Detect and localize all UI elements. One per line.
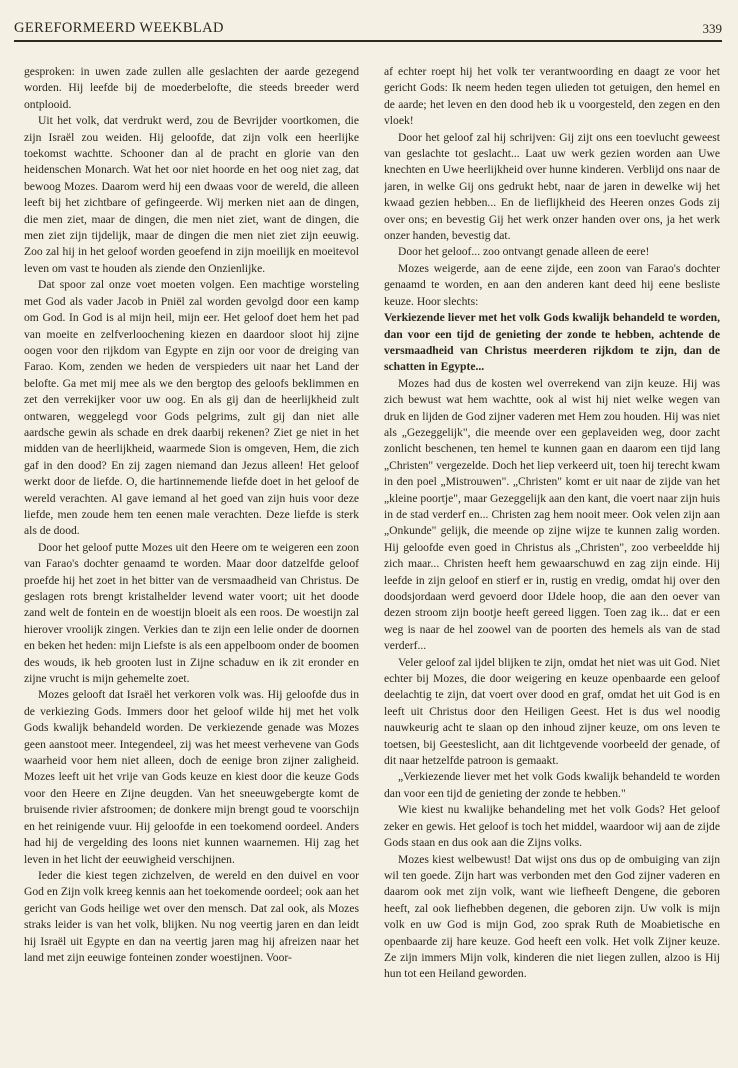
paragraph: Ieder die kiest tegen zichzelven, de wereld en den duivel en voor God en Zijn volk kreeg kennis aan het toekomende oordeel; ook aan het gericht van Gods heilige wet over den mensch. Dat zal ook, als Mozes straks leider is van het volk, blijken. Nu nog veertig jaren en dan leidt hij Israël uit Egypte en dan na veertig jaren mag hij afreizen naar het land met zijn eeuwige fonteinen zonder woestijnen. Voor-	[24, 868, 359, 964]
page-header	[14, 18, 722, 42]
paragraph: Mozes had dus de kosten wel overrekend van zijn keuze. Hij was zich bewust wat hem wachtte, ook al wist hij niet welke wegen van druk en lijden de God zijner vaderen met Hem zou houden. Hij was niet als „Gezeggelijk", die meende over een geplaveiden weg, door zacht zonlicht beschenen, ten hemel te kunnen gaan en daarom een tijd lang „Christen" vergezelde. Doch het liep verkeerd uit, toen hij terecht kwam in den poel „Mistrouwen". „Christen" komt er uit naar de zijde van het „kleine poortje", maar Gezeggelijk aan den kant, die voert naar zijn huis in de stad verderf en... Christen zag hem nooit meer. Ook velen zijn aan „Onkunde" gelijk, die meende op zijne wijze te kunnen zalig worden. Hij geloofde even goed in Christus als „Christen", zoo verbeeldde hij zich maar... Christen heeft hem gewaarschuwd en zag zijn einde. Hij leefde in zijn geloof en stierf er in, rustig en vredig, omdat hij over den doodsjordaan werd gevoerd door IJdele hoop, die aan den oever van dezen stroom zijn bootje heeft gereed liggen. Toen zag ik... dat er een weg is naar de hel zoowel van de poorten des hemels als van de stad verderf...	[384, 376, 720, 653]
paragraph: „Verkiezende liever met het volk Gods kwalijk behandeld te worden dan voor een tijd de genieting der zonde te hebben."	[384, 770, 720, 800]
publication-title: GEREFORMEERD WEEKBLAD	[14, 20, 224, 36]
right-column	[384, 64, 720, 1054]
paragraph: gesproken: in uwen zade zullen alle geslachten der aarde gezegend worden. Hij leefde bij de moederbelofte, die steeds breeder werd ontplooid.	[24, 65, 359, 111]
page-number: 339	[702, 21, 722, 36]
paragraph: Door het geloof putte Mozes uit den Heere om te weigeren een zoon van Farao's dochter genaamd te worden. Maar door datzelfde geloof proefde hij het zoet in het bitter van de versmaadheid van Christus. De geslagen rots brengt kristalhelder levend water voort; uit het doode zand welt de fontein en de woestijn bloeit als een roos. De woestijn zal hierover vroolijk zingen. Verkies dan te zijn een lelie onder de doornen en beken het heden: mijn Liefste is als een appelboom onder de boomen des wouds, ik heb grooten lust in Zijne schaduw en ik zit eronder en zijne vrucht is mijn gehemelte zoet.	[24, 540, 359, 686]
paragraph: Uit het volk, dat verdrukt werd, zou de Bevrijder voortkomen, die zijn Israël zou weiden. Hij geloofde, dat zijn volk een heerlijke toekomst wachtte. Schooner dan al de pracht en glorie van den heidenschen Monarch. Wat het oor niet hoorde en het oog niet zag, dat bewoog Mozes. Daarom werd hij een dwaas voor de wereld, die alleen leeft bij het zichtbare of gefingeerde. Wij merken niet aan de dingen, die men ziet, maar de dingen, die men niet ziet, want de dingen, die men ziet zijn tijdelijk, maar de dingen die men niet ziet zijn eeuwig. Zoo zal hij in het geloof worden geoefend in zijn moeilijk en moeitevol leven om vast te houden als ziende den Onzienlijke.	[24, 114, 359, 275]
paragraph: af echter roept hij het volk ter verantwoording en daagt ze voor het gericht Gods: Ik neem heden tegen ulieden tot getuigen, den hemel en de aarde; het leven en den dood heb ik u voorgesteld, den zegen en den vloek!	[384, 65, 720, 128]
paragraph: Door het geloof... zoo ontvangt genade alleen de eere!	[398, 245, 650, 259]
paragraph: Wie kiest nu kwalijke behandeling met het volk Gods? Het geloof zeker en gewis. Het geloof is toch het middel, waardoor wij aan de zijde Gods staan en dus ook aan die Zijns volks.	[384, 803, 720, 850]
paragraph: Mozes kiest welbewust! Dat wijst ons dus op de ombuiging van zijn wil ten goede. Zijn hart was verbonden met den God zijner vaderen en daarom ook met zijn volk, want wie liefheeft Dengene, die geboren heeft, zal ook liefhebben degenen, die geboren zijn. Uw volk is mijn volk en uw God is mijn God, zoo sprak Ruth de Moabietische en openbaarde zij hare keuze. God heeft een volk. Het volk Zijner keuze. Ze zijn immers Mijn volk, kinderen die niet liegen zullen, alzoo is Hij hun tot een Heiland geworden.	[384, 852, 720, 981]
paragraph: Veler geloof zal ijdel blijken te zijn, omdat het niet was uit God. Niet echter bij Mozes, die door weigering en keuze openbaarde een geloof deelachtig te zijn, dat voert over dood en graf, omdat het uit God is en leeft uit Christus door den Heiligen Geest. Het is dus wel noodig nauwkeurig acht te slaan op den inhoud zijner keuze, om ons leven te toetsen, bij Geesteslicht, aan dit lichtgevende voorbeeld der genade, of dit naar hetzelfde patroon is gemaakt.	[384, 655, 720, 768]
bold-quote: Verkiezende liever met het volk Gods kwalijk behandeld te worden, dan voor een tijd de genieting der zonde te hebben, achtende de versmaadheid van Christus meerderen rijkdom te zijn, dan de schatten in Egypte...	[384, 311, 720, 374]
paragraph: Door het geloof zal hij schrijven: Gij zijt ons een toevlucht geweest van geslachte tot geslacht... Laat uw werk gezien worden aan Uwe knechten en Uwe heerlijkheid over hunne kinderen. Verblijd ons naar de jaren, in welke Gij ons gedrukt hebt, naar de jaren in dewelke wij het kwaad gezien hebben... En de lieflijkheid des Heeren onzes Gods zij over ons; en bevestig Gij het werk onzer handen over ons, ja het werk onzer handen, bevestig dat.	[384, 130, 720, 243]
paragraph: Mozes gelooft dat Israël het verkoren volk was. Hij geloofde dus in de verkiezing Gods. Immers door het geloof wilde hij met het volk Gods kwalijk behandeld worden. De verkiezende genade was Mozes geen aanstoot meer. Integendeel, zij was het meest verhevene van Gods waarheid voor hem niet alleen, doch de eenige bron zijner zaligheid. Mozes leeft uit het vrije van Gods keuze en kiest door die keuze Gods voor den Heere en Zijne deugden. Van het sneeuwgebergte komt de bruisende rivier afstroomen; de donkere mijn brengt goud te voorschijn en het reinigende vuur. Hij geloofde in een toekomend oordeel. Anders had hij de vergelding des loons niet kunnen waarnemen. Hij zag het leven in het licht der eeuwigheid verschijnen.	[24, 688, 359, 866]
paragraph: Dat spoor zal onze voet moeten volgen. Een machtige worsteling met God als vader Jacob in Pniël zal worden gevolgd door een kamp om God. In God is al mijn heil, mijn eer. Het geloof doet hem het pad van moeite en zelfverloochening kiezen en daardoor sloot hij zijne oogen voor den rijkdom van Egypte en zijn oor voor de dreiging van Farao. Kom, zenden we heden de verspieders uit naar het Land der belofte. Ga met mij mee als we den bergtop des geloofs beklimmen en zet den verrekijker voor uw oog. En als gij dan de heerlijkheid zult ontwaren, weggelegd voor Gods pelgrims, zult gij dan niet alle aardsche gewin als schade en drek daarbij rekenen? Ziet ge niet in het midden van de heerlijkheid, waarmede Sion is omgeven, Hem, die zich gaf in den dood? En zij zagen niemand dan Jezus alleen! Het geloof werkt door de liefde. O, die hartinnemende liefde doet in het geloof de wereld verachten. Al gave iemand al het goed van zijn huis voor deze liefde, men zoude hem ten eenen male verachten. Deze liefde is sterk als de dood.	[24, 278, 359, 538]
left-column	[24, 64, 359, 1054]
paragraph: Mozes weigerde, aan de eene zijde, een zoon van Farao's dochter genaamd te worden, en aan den anderen kant deed hij eene besliste keuze. Hoor slechts:	[384, 261, 720, 308]
